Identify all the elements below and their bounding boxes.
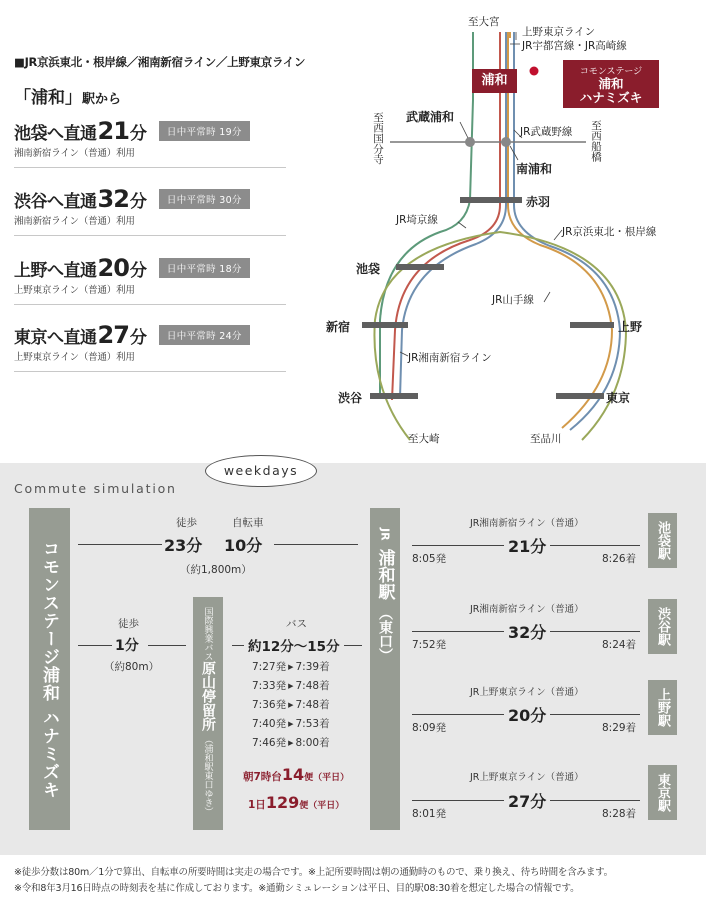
station-bar-akabane <box>460 197 522 203</box>
line-yamanote <box>374 232 626 440</box>
map-label-utsunomiya-takasaki: JR宇都宮線・JR高崎線 <box>522 40 627 52</box>
destination-name: 池袋へ直通 <box>14 123 97 144</box>
bus-company: 国際興業バス <box>202 607 213 661</box>
map-label-shonan-shinjuku: JR湘南新宿ライン <box>408 352 492 364</box>
destination-unit: 分 <box>129 123 147 144</box>
divider <box>14 371 286 372</box>
map-station-akabane: 赤羽 <box>526 195 551 209</box>
walk-label: 徒歩 <box>176 517 197 529</box>
route-line-right <box>550 800 640 801</box>
leader-saikyo <box>458 222 466 228</box>
station-bar-ueno <box>570 322 614 328</box>
route-line-left <box>412 800 504 801</box>
leader-yamanote <box>544 292 550 302</box>
destination-unit: 分 <box>129 260 147 281</box>
bus-arr: 7:53着 <box>295 718 330 730</box>
route-line-right <box>550 714 640 715</box>
map-label-to-nishifunabashi: 至西船橋 <box>590 120 603 162</box>
walk2-line-left <box>78 645 112 646</box>
site-label-line3: ハナミズキ <box>579 90 643 106</box>
daytime-badge: 日中平常時 24分 <box>159 325 250 345</box>
bus-time-row <box>252 715 330 734</box>
map-label-to-omiya: 至大宮 <box>468 16 500 28</box>
bus-label: バス <box>286 618 307 630</box>
dest-station-ueno: 上野駅 <box>648 680 677 735</box>
arrow-icon: ▶ <box>288 739 294 747</box>
bus-stop-box <box>193 597 223 830</box>
bus-time-row <box>252 677 330 696</box>
bus-day-suffix: 便（平日） <box>299 801 345 811</box>
site-label-line1: コモンステージ <box>579 67 643 77</box>
map-label-to-shinagawa: 至品川 <box>530 433 562 445</box>
bus-dep: 7:46発 <box>252 737 287 749</box>
bus-day-prefix: 1日 <box>248 799 266 811</box>
commute-simulation <box>0 463 706 855</box>
destination-minutes: 27 <box>97 321 129 349</box>
divider <box>14 304 286 305</box>
destination-shibuya <box>14 186 286 236</box>
map-label-keihin-tohoku: JR京浜東北・根岸線 <box>562 226 657 238</box>
destination-minutes: 20 <box>97 254 129 282</box>
route-line: JR湘南新宿ライン（普通） <box>470 518 584 529</box>
station-dot-musashi-urawa <box>465 137 475 147</box>
map-label-to-nishikokubunji: 至西国分寺 <box>372 112 385 165</box>
site-label-line2: 浦和 <box>598 76 624 91</box>
walk-line-left <box>78 544 162 545</box>
route-line-left <box>412 714 504 715</box>
daytime-badge: 日中平常時 30分 <box>159 189 250 209</box>
station-box-urawa <box>370 508 400 830</box>
station-bar-tokyo <box>556 393 604 399</box>
map-label-saikyo-line: JR埼京線 <box>396 214 438 226</box>
route-arr: 8:26着 <box>602 553 637 565</box>
walk2-minutes: 1分 <box>115 638 139 654</box>
bus-morning-prefix: 朝7時台 <box>243 771 282 783</box>
arrow-icon: ▶ <box>288 663 294 671</box>
destination-name: 上野へ直通 <box>14 260 97 281</box>
bus-arr: 7:48着 <box>295 680 330 692</box>
route-line-right <box>550 545 640 546</box>
destination-minutes: 21 <box>97 117 129 145</box>
bus-arr: 7:48着 <box>295 699 330 711</box>
dest-station-ikebukuro: 池袋駅 <box>648 513 677 568</box>
map-station-shibuya: 渋谷 <box>338 391 363 405</box>
map-station-musashi-urawa: 武蔵浦和 <box>406 110 455 124</box>
destination-via: 上野東京ライン（普通）利用 <box>14 285 135 296</box>
route-arr: 8:28着 <box>602 808 637 820</box>
walk-minutes: 23分 <box>164 536 203 555</box>
leader-musashi-urawa <box>460 122 468 138</box>
arrow-icon: ▶ <box>288 720 294 728</box>
from-station-name: 「浦和」 <box>14 88 82 108</box>
lines-header: ■JR京浜東北・根岸線／湘南新宿ライン／上野東京ライン <box>14 55 306 69</box>
bus-dep: 7:33発 <box>252 680 287 692</box>
station-bar-shinjuku <box>362 322 408 328</box>
bike-label: 自転車 <box>232 517 264 529</box>
route-dep: 8:09発 <box>412 722 447 734</box>
destination-unit: 分 <box>129 191 147 212</box>
bus-line-right <box>344 645 362 646</box>
footnotes <box>14 865 613 897</box>
route-minutes: 32分 <box>508 623 547 642</box>
destination-minutes: 32 <box>97 185 129 213</box>
bus-morning-number: 14 <box>281 765 305 784</box>
sim-title: Commute simulation <box>14 481 177 496</box>
map-station-ikebukuro: 池袋 <box>356 262 381 276</box>
bus-time-row <box>252 658 330 677</box>
bus-morning-count <box>243 765 349 784</box>
destination-via: 上野東京ライン（普通）利用 <box>14 352 135 363</box>
bus-morning-suffix: 便（平日） <box>304 773 350 783</box>
bus-time-row <box>252 734 330 753</box>
walk2-line-right <box>148 645 186 646</box>
bus-stop-name: 原山停留所 <box>200 661 216 731</box>
bus-direction: （浦和駅東口ゆき） <box>202 735 213 816</box>
destination-ueno <box>14 255 286 305</box>
route-line-left <box>412 545 504 546</box>
route-arr: 8:29着 <box>602 722 637 734</box>
map-station-urawa: 浦和 <box>472 69 517 93</box>
bus-arr: 8:00着 <box>295 737 330 749</box>
route-map <box>300 0 706 460</box>
map-station-shinjuku: 新宿 <box>326 320 351 334</box>
station-jr: JR <box>378 528 392 541</box>
route-dep: 7:52発 <box>412 639 447 651</box>
map-label-ueno-tokyo-line: 上野東京ライン <box>522 26 596 38</box>
map-label-to-osaki: 至大崎 <box>408 433 440 445</box>
route-minutes: 20分 <box>508 706 547 725</box>
bus-dep: 7:40発 <box>252 718 287 730</box>
station-dot-minami-urawa <box>501 137 511 147</box>
footnote-1: ※徒歩分数は80m／1分で算出、自転車の所要時間は実走の場合です。※上記所要時間は朝の通勤時のもので、乗り換え、待ち時間を含みます。 <box>14 867 613 878</box>
leader-keihin <box>554 230 562 240</box>
arrow-icon: ▶ <box>288 701 294 709</box>
walk2-label: 徒歩 <box>118 618 139 630</box>
bus-time: 約12分～15分 <box>248 639 340 655</box>
station-name: 浦和駅 <box>374 548 395 600</box>
walk2-distance: （約80m） <box>104 661 160 673</box>
route-dep: 8:05発 <box>412 553 447 565</box>
divider <box>14 235 286 236</box>
route-line: JR湘南新宿ライン（普通） <box>470 604 584 615</box>
bus-timetable <box>252 658 330 753</box>
dest-station-shibuya: 渋谷駅 <box>648 599 677 654</box>
destination-via: 湘南新宿ライン（普通）利用 <box>14 216 135 227</box>
destination-tokyo <box>14 322 286 372</box>
destination-unit: 分 <box>129 327 147 348</box>
site-label <box>563 60 659 108</box>
bus-day-number: 129 <box>265 793 300 812</box>
map-station-minami-urawa: 南浦和 <box>516 162 553 176</box>
map-label-yamanote: JR山手線 <box>492 294 534 306</box>
station-bar-ikebukuro <box>396 264 444 270</box>
station-exit: （東口） <box>377 605 393 662</box>
walk-line-right <box>274 544 358 545</box>
destination-name: 渋谷へ直通 <box>14 191 97 212</box>
route-dep: 8:01発 <box>412 808 447 820</box>
route-arr: 8:24着 <box>602 639 637 651</box>
walk-distance: （約1,800m） <box>180 564 252 576</box>
destination-via: 湘南新宿ライン（普通）利用 <box>14 148 135 159</box>
bus-arr: 7:39着 <box>295 661 330 673</box>
route-line: JR上野東京ライン（普通） <box>470 772 584 783</box>
bus-line-left <box>232 645 244 646</box>
bus-day-count <box>248 793 344 812</box>
route-minutes: 27分 <box>508 792 547 811</box>
from-station-heading <box>14 83 121 108</box>
map-station-tokyo: 東京 <box>606 391 631 405</box>
map-station-ueno: 上野 <box>618 320 643 334</box>
route-minutes: 21分 <box>508 537 547 556</box>
bus-dep: 7:27発 <box>252 661 287 673</box>
bike-minutes: 10分 <box>224 536 263 555</box>
route-line-right <box>550 631 640 632</box>
destination-name: 東京へ直通 <box>14 327 97 348</box>
from-station-suffix: 駅から <box>82 92 122 107</box>
divider <box>14 167 286 168</box>
bus-dep: 7:36発 <box>252 699 287 711</box>
destination-ikebukuro <box>14 118 286 168</box>
bus-time-row <box>252 696 330 715</box>
dest-station-tokyo: 東京駅 <box>648 765 677 820</box>
arrow-icon: ▶ <box>288 682 294 690</box>
station-bar-shibuya <box>370 393 418 399</box>
route-line: JR上野東京ライン（普通） <box>470 687 584 698</box>
weekdays-bubble: weekdays <box>205 455 317 487</box>
daytime-badge: 日中平常時 19分 <box>159 121 250 141</box>
residence-box: コモンステージ浦和 ハナミズキ <box>29 508 70 830</box>
footnote-2: ※令和8年3月16日時点の時刻表を基に作成しております。※通勤シミュレーションは平日、目的駅08:30着を想定した場合の情報です。 <box>14 883 580 894</box>
site-marker-dot <box>530 67 539 76</box>
daytime-badge: 日中平常時 18分 <box>159 258 250 278</box>
route-line-left <box>412 631 504 632</box>
map-label-musashino-line: JR武蔵野線 <box>520 126 573 138</box>
